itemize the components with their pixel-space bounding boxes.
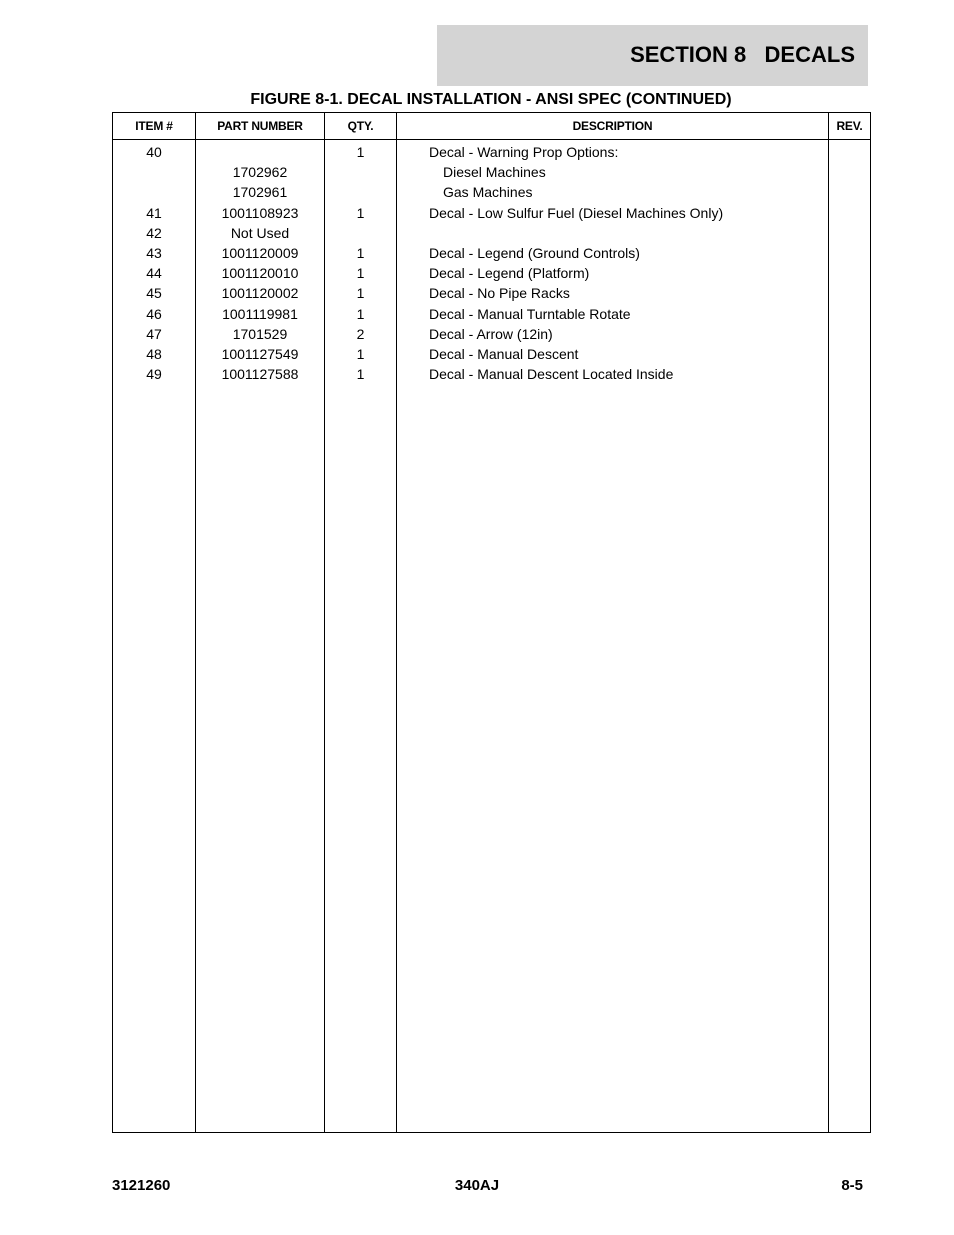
revision	[829, 162, 871, 182]
description	[397, 223, 829, 243]
item-number: 44	[113, 263, 196, 283]
item-number: 49	[113, 364, 196, 384]
item-number: 47	[113, 324, 196, 344]
filler-cell	[325, 384, 397, 1132]
quantity	[325, 162, 397, 182]
part-number: 1701529	[196, 324, 325, 344]
part-number: 1001120002	[196, 283, 325, 303]
part-number: 1702961	[196, 182, 325, 202]
quantity: 1	[325, 243, 397, 263]
part-number: 1001127549	[196, 344, 325, 364]
description: Diesel Machines	[397, 162, 829, 182]
filler-cell	[397, 384, 829, 1132]
table-row	[113, 324, 871, 344]
part-number: 1001127588	[196, 364, 325, 384]
revision	[829, 263, 871, 283]
quantity: 1	[325, 304, 397, 324]
part-number: 1001120010	[196, 263, 325, 283]
quantity: 1	[325, 283, 397, 303]
item-number: 41	[113, 203, 196, 223]
quantity: 1	[325, 263, 397, 283]
table-row	[113, 304, 871, 324]
revision	[829, 203, 871, 223]
revision	[829, 283, 871, 303]
part-number: 1001108923	[196, 203, 325, 223]
table-row	[113, 263, 871, 283]
filler-cell	[829, 384, 871, 1132]
description: Decal - Warning Prop Options:	[397, 140, 829, 163]
description: Decal - Legend (Ground Controls)	[397, 243, 829, 263]
revision	[829, 324, 871, 344]
description: Decal - No Pipe Racks	[397, 283, 829, 303]
part-number: Not Used	[196, 223, 325, 243]
item-number	[113, 162, 196, 182]
footer-page-number: 8-5	[841, 1177, 863, 1194]
description: Gas Machines	[397, 182, 829, 202]
revision	[829, 364, 871, 384]
filler-cell	[113, 384, 196, 1132]
table-row	[113, 223, 871, 243]
quantity: 2	[325, 324, 397, 344]
revision	[829, 304, 871, 324]
column-header-part-number: PART NUMBER	[196, 113, 325, 140]
revision	[829, 140, 871, 163]
column-header-qty: QTY.	[325, 113, 397, 140]
table-row	[113, 162, 871, 182]
part-number: 1702962	[196, 162, 325, 182]
table-row	[113, 243, 871, 263]
column-header-description: DESCRIPTION	[397, 113, 829, 140]
item-number: 46	[113, 304, 196, 324]
table-row	[113, 344, 871, 364]
description: Decal - Manual Descent	[397, 344, 829, 364]
item-number	[113, 182, 196, 202]
column-header-item: ITEM #	[113, 113, 196, 140]
quantity: 1	[325, 140, 397, 163]
quantity: 1	[325, 344, 397, 364]
part-number: 1001120009	[196, 243, 325, 263]
table-row	[113, 203, 871, 223]
item-number: 45	[113, 283, 196, 303]
description: Decal - Manual Descent Located Inside	[397, 364, 829, 384]
table-row	[113, 140, 871, 163]
item-number: 48	[113, 344, 196, 364]
column-header-rev: REV.	[829, 113, 871, 140]
part-number: 1001119981	[196, 304, 325, 324]
filler-cell	[196, 384, 325, 1132]
revision	[829, 182, 871, 202]
item-number: 43	[113, 243, 196, 263]
description: Decal - Arrow (12in)	[397, 324, 829, 344]
table-row	[113, 182, 871, 202]
quantity	[325, 223, 397, 243]
table-filler-row	[113, 384, 871, 1132]
footer-model: 340AJ	[454, 1177, 500, 1194]
section-title: SECTION 8 DECALS	[630, 42, 855, 67]
item-number: 40	[113, 140, 196, 163]
footer-doc-number: 3121260	[112, 1177, 171, 1194]
description: Decal - Manual Turntable Rotate	[397, 304, 829, 324]
table-row	[113, 364, 871, 384]
revision	[829, 344, 871, 364]
quantity: 1	[325, 364, 397, 384]
table-row	[113, 283, 871, 303]
quantity	[325, 182, 397, 202]
description: Decal - Low Sulfur Fuel (Diesel Machines Only)	[397, 203, 829, 223]
table-header-row	[113, 113, 871, 140]
item-number: 42	[113, 223, 196, 243]
parts-table	[112, 112, 871, 1133]
description: Decal - Legend (Platform)	[397, 263, 829, 283]
quantity: 1	[325, 203, 397, 223]
revision	[829, 243, 871, 263]
revision	[829, 223, 871, 243]
figure-title: FIGURE 8-1. DECAL INSTALLATION - ANSI SPEC (CONTINUED)	[250, 91, 732, 108]
part-number	[196, 140, 325, 163]
